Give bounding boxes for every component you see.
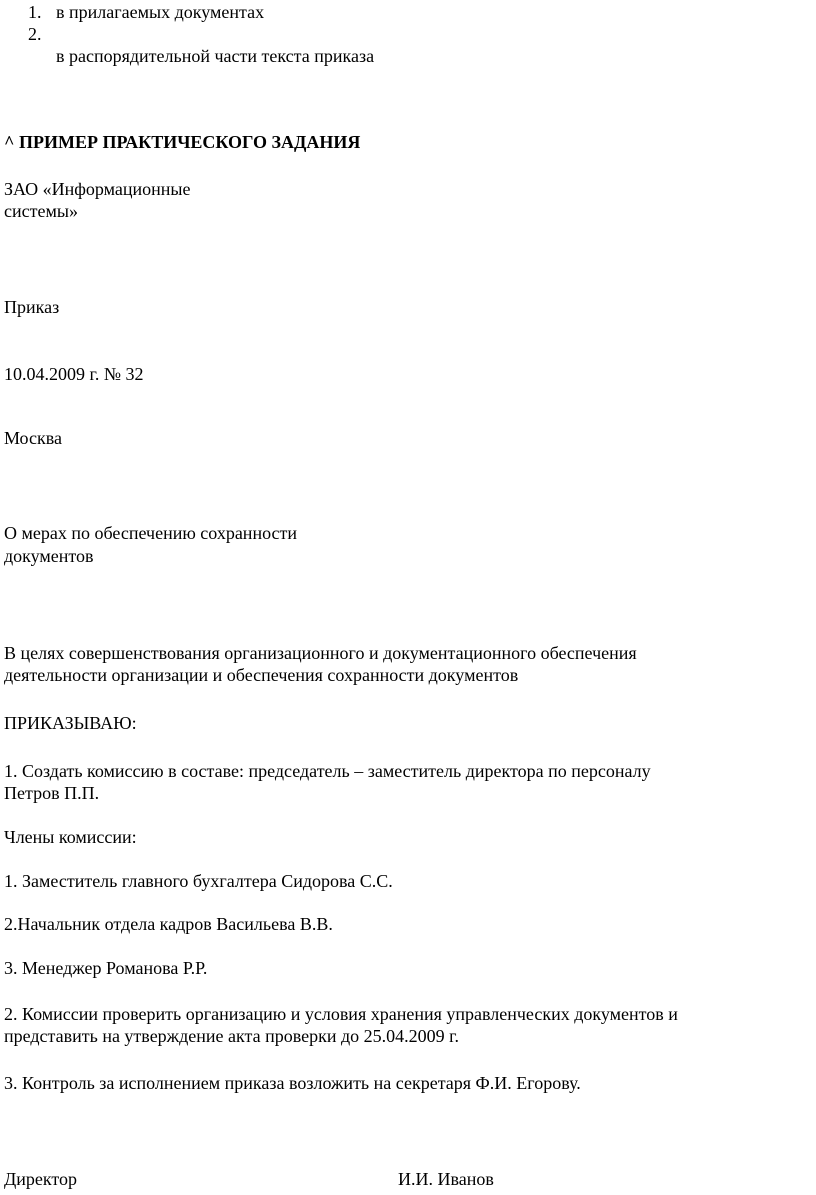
point-2-line-2: представить на утверждение акта проверки до 25.04.2009 г.: [4, 1026, 460, 1046]
list-item-2-text: в распорядительной части текста приказа: [56, 46, 375, 66]
point-3: 3. Контроль за исполнением приказа возложить на секретаря Ф.И. Егорову.: [4, 1073, 581, 1093]
list-item-1-text: в прилагаемых документах: [56, 2, 265, 22]
member-item: 3. Менеджер Романова Р.Р.: [4, 958, 208, 978]
members-label: Члены комиссии:: [4, 827, 137, 847]
point-1-line-1: 1. Создать комиссию в составе: председатель – заместитель директора по персоналу: [4, 761, 651, 781]
order-word: ПРИКАЗЫВАЮ:: [4, 713, 137, 733]
member-item: 1. Заместитель главного бухгалтера Сидорова С.С.: [4, 871, 393, 891]
signature-name: И.И. Иванов: [398, 1169, 494, 1189]
point-2-line-1: 2. Комиссии проверить организацию и условия хранения управленческих документов и: [4, 1004, 678, 1024]
list-item-2-number: 2.: [28, 24, 42, 44]
point-1-line-2: Петров П.П.: [4, 783, 100, 803]
document-type: Приказ: [4, 297, 60, 317]
city: Москва: [4, 428, 62, 448]
preamble-line-1: В целях совершенствования организационного и документационного обеспечения: [4, 643, 637, 663]
signature-title: Директор: [4, 1169, 78, 1189]
organization-line-2: системы»: [4, 201, 78, 221]
preamble-line-2: деятельности организации и обеспечения сохранности документов: [4, 665, 519, 685]
date-number: 10.04.2009 г. № 32: [4, 364, 144, 384]
list-item-1-number: 1.: [28, 2, 42, 22]
subject-line-1: О мерах по обеспечению сохранности: [4, 523, 298, 543]
member-item: 2.Начальник отдела кадров Васильева В.В.: [4, 914, 333, 934]
organization-line-1: ЗАО «Информационные: [4, 179, 191, 199]
subject-line-2: документов: [4, 546, 94, 566]
section-heading: ^ ПРИМЕР ПРАКТИЧЕСКОГО ЗАДАНИЯ: [4, 132, 361, 152]
